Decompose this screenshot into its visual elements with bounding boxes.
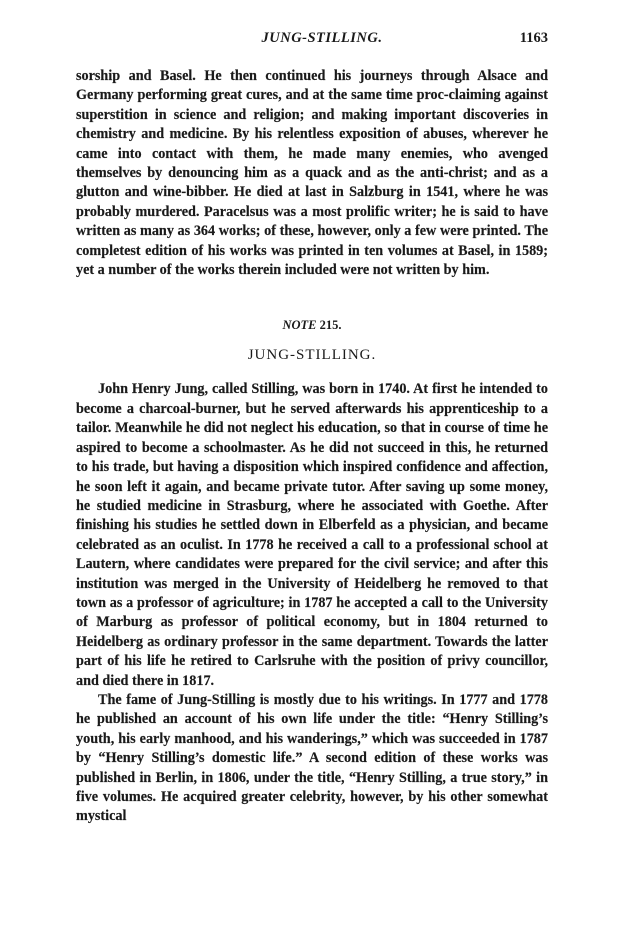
section-title: JUNG-STILLING.: [247, 347, 377, 364]
paragraph-jung-1: John Henry Jung, called Stilling, was born in 1740. At first he intended to become a charcoal-burner, but he served afterwards his apprenticeship to a tailor. Meanwhile he did not neglect his education, so that in course of time he aspired to become a schoolmaster. As he did not succeed in this, he returned to his trade, but having a disposition which inspired confidence and affection, he soon left it again, and became private tutor. After saving up some money, he studied medicine in Strasburg, where he associated with Goethe. After finishing his studies he settled down in Elberfeld as a physician, and became celebrated as an oculist. In 1778 he received a call to a professional school at Lautern, where candidates were prepared for the civil service; and after this institution was merged in the University of Heidelberg he removed to that town as a professor of agriculture; in 1787 he accepted a call to the University of Marburg as professor of political economy, but in 1804 returned to Heidelberg as ordinary professor in the same department. Towards the latter part of his life he retired to Carlsruhe with the position of privy councillor, and died there in 1817.: [76, 381, 548, 689]
paragraph-jung-2: The fame of Jung-Stilling is mostly due to his writings. In 1777 and 1778 he published an account of his own life under the title: “Henry Stilling’s youth, his early manhood, and his wanderings,” which was succeeded in 1787 by “Henry Stilling’s domestic life.” A second edition of these works was published in Berlin, in 1806, under the title, “Henry Stilling, a true story,” in five volumes. He acquired greater celebrity, however, by his other somewhat mystical: [76, 691, 548, 825]
running-head-title: JUNG-STILLING.: [261, 30, 383, 46]
page: [76, 30, 548, 827]
note-number: 215.: [319, 318, 342, 333]
paragraph-continued: sorship and Basel. He then continued his journeys through Alsace and Germany performing great cures, and at the same time proc-claiming against superstition in science and religion; and making important discoveries in chemistry and medicine. By his relentless exposition of abuses, wherever he came into contact with them, he made many enemies, who avenged themselves by denouncing him as a quack and as the anti-christ; and as a glutton and wine-bibber. He died at last in Salzburg in 1541, where he was probably murdered. Paracelsus was a most prolific writer; he is said to have written as many as 364 works; of these, however, only a few were printed. The completest edition of his works was printed in ten volumes at Basel, in 1589; yet a number of the works therein included were not written by him.: [76, 68, 548, 279]
page-number: 1163: [519, 30, 548, 46]
note-heading: [76, 318, 548, 333]
running-head: [76, 30, 548, 54]
note-label: NOTE: [282, 318, 317, 333]
